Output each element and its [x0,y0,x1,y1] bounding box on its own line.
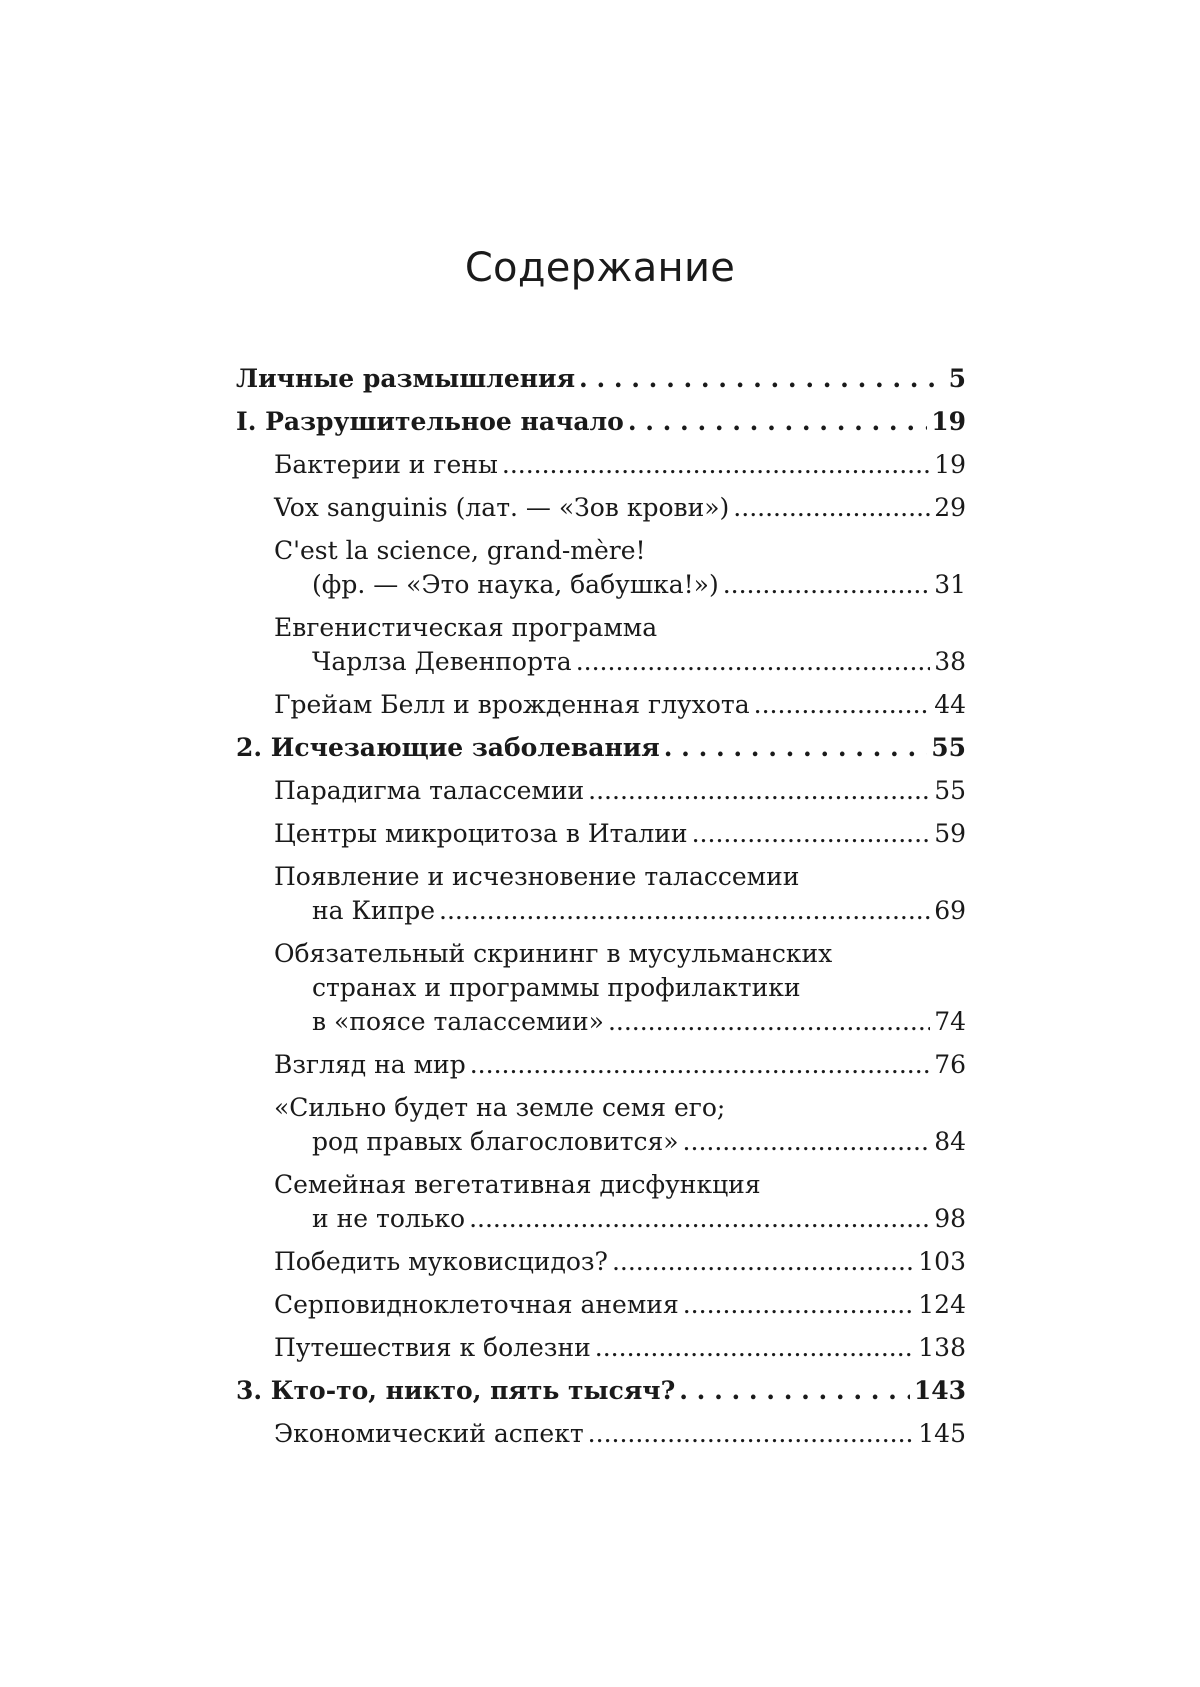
toc-entry-title-line: C'est la science, grand-mère! [274,536,646,565]
toc-section-entry [236,688,966,722]
toc-entry-title-line: Евгенистическая программа [274,613,658,642]
toc-entry-row [236,731,966,765]
toc-entry-title: Серповидноклеточная анемия [274,1290,679,1319]
dot-leader [692,817,931,851]
dot-leader [754,688,931,722]
toc-entry-row [274,1417,966,1451]
page-number: 31 [934,570,966,599]
page-number: 76 [934,1050,966,1079]
page-number: 138 [918,1333,966,1362]
toc-section-entry [236,817,966,851]
toc-entry-row [274,1048,966,1082]
toc-entry-title: в «поясе талассемии» [312,1007,604,1036]
page-number: 44 [934,690,966,719]
toc-section-entry [236,1048,966,1082]
dot-leader [576,645,930,679]
toc-entry-title: на Кипре [312,896,435,925]
toc-entry-title: род правых благословится» [312,1127,679,1156]
page-number: 29 [934,493,966,522]
toc-entry-row [274,645,966,679]
toc-entry-row [274,1288,966,1322]
page-number: 55 [931,733,966,762]
toc-entry-title: Путешествия к болезни [274,1333,591,1362]
toc-section-entry [236,1091,966,1159]
toc-entry-row [236,405,966,439]
toc-entry-title-line: Семейная вегетативная дисфункция [274,1170,761,1199]
dot-leader [683,1288,915,1322]
toc-entry-title: Бактерии и гены [274,450,498,479]
toc-section-entry [236,1417,966,1451]
toc-section-entry [236,1288,966,1322]
toc-entry-title: Взгляд на мир [274,1050,466,1079]
page-number: 98 [934,1204,966,1233]
toc-entry-title: и не только [312,1204,466,1233]
dot-leader [439,894,930,928]
toc-entry-row [274,1245,966,1279]
toc-entry-title: (фр. — «Это наука, бабушка!») [312,570,719,599]
dot-leader [612,1245,914,1279]
toc-entry-title-line: Появление и исчезновение талассемии [274,862,800,891]
toc-entry-title: Личные размышления [236,364,576,393]
toc-section-entry [236,774,966,808]
dot-leader [664,731,927,765]
page-number: 84 [934,1127,966,1156]
page-number: 74 [934,1007,966,1036]
dot-leader [502,448,930,482]
toc-entry-row [274,1202,966,1236]
toc-section-entry [236,860,966,928]
toc-section-entry [236,448,966,482]
page-title: Содержание [464,245,736,291]
toc-entry-row [274,1005,966,1039]
table-of-contents [236,362,966,1460]
page-number: 124 [918,1290,966,1319]
dot-leader [579,362,945,396]
page-number: 38 [934,647,966,676]
toc-entry-title: 2. Исчезающие заболевания [236,733,660,762]
toc-section-entry [236,491,966,525]
dot-leader [470,1048,930,1082]
toc-section-entry [236,1245,966,1279]
dot-leader [595,1331,915,1365]
dot-leader [723,568,930,602]
toc-entry-title: Парадигма талассемии [274,776,585,805]
toc-entry-title-line: странах и программы профилактики [312,973,801,1002]
dot-leader [679,1374,910,1408]
toc-entry-title: 3. Кто-то, никто, пять тысяч? [236,1376,676,1405]
toc-entry-title: Победить муковисцидоз? [274,1247,608,1276]
toc-section-entry [236,611,966,679]
toc-section-entry [236,937,966,1039]
page-number: 145 [918,1419,966,1448]
page-number: 19 [934,450,966,479]
toc-chapter-entry [236,362,966,396]
toc-entry-title-line: «Сильно будет на земле семя его; [274,1093,726,1122]
toc-entry-row [274,688,966,722]
toc-entry-row [236,1374,966,1408]
page-number: 55 [934,776,966,805]
dot-leader [588,1417,915,1451]
toc-entry-row [274,817,966,851]
toc-entry-title: Центры микроцитоза в Италии [274,819,688,848]
dot-leader [608,1005,930,1039]
toc-entry-row [274,1331,966,1365]
dot-leader [628,405,927,439]
page-number: 69 [934,896,966,925]
toc-entry-title: Грейам Белл и врожденная глухота [274,690,750,719]
toc-entry-row [274,894,966,928]
toc-entry-row [274,491,966,525]
toc-chapter-entry [236,405,966,439]
toc-entry-row [274,448,966,482]
toc-entry-title: Чарлза Девенпорта [312,647,572,676]
toc-entry-title: I. Разрушительное начало [236,407,624,436]
toc-entry-row [274,774,966,808]
dot-leader [469,1202,930,1236]
toc-entry-row [236,362,966,396]
toc-entry-row [274,568,966,602]
page-number: 103 [918,1247,966,1276]
toc-entry-title: Vox sanguinis (лат. — «Зов крови») [274,493,730,522]
page-number: 143 [913,1376,966,1405]
toc-section-entry [236,1168,966,1236]
toc-entry-title-line: Обязательный скрининг в мусульманских [274,939,833,968]
toc-chapter-entry [236,731,966,765]
page-number: 19 [931,407,966,436]
dot-leader [733,491,930,525]
dot-leader [588,774,930,808]
toc-section-entry [236,1331,966,1365]
page-number: 59 [934,819,966,848]
toc-chapter-entry [236,1374,966,1408]
dot-leader [683,1125,931,1159]
toc-section-entry [236,534,966,602]
page-number: 5 [948,364,966,393]
toc-entry-row [274,1125,966,1159]
toc-entry-title: Экономический аспект [274,1419,584,1448]
